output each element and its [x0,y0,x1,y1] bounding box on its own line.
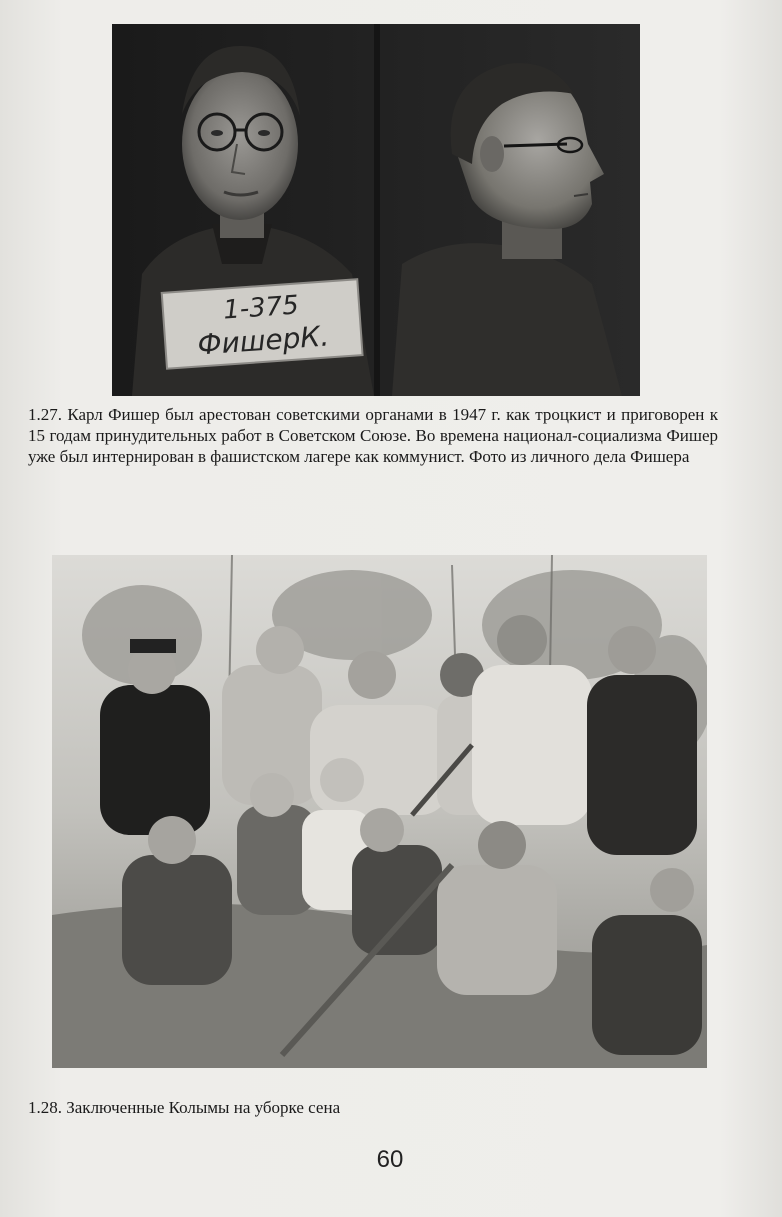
group-image [52,555,707,1068]
mugshot-photo [112,24,640,396]
plate-number: 1-375 [222,290,300,326]
figure-caption-1-28: 1.28. Заключенные Колымы на уборке сена [28,1098,341,1117]
page-number: 60 [376,1146,404,1173]
group-photo [52,555,707,1068]
plate-name: ФишерК. [196,319,331,362]
figure-caption-1-27: 1.27. Карл Фишер был арестован советскими органами в 1947 г. как троцкист и приговорен к 15 годам принудительных работ в Советском Союзе. Во времена национал-социализма Фишер уже был интернирован в фашистском лагере как коммунист. Фото из личного дела Фишера [28,405,718,466]
mugshot-image [112,24,640,396]
